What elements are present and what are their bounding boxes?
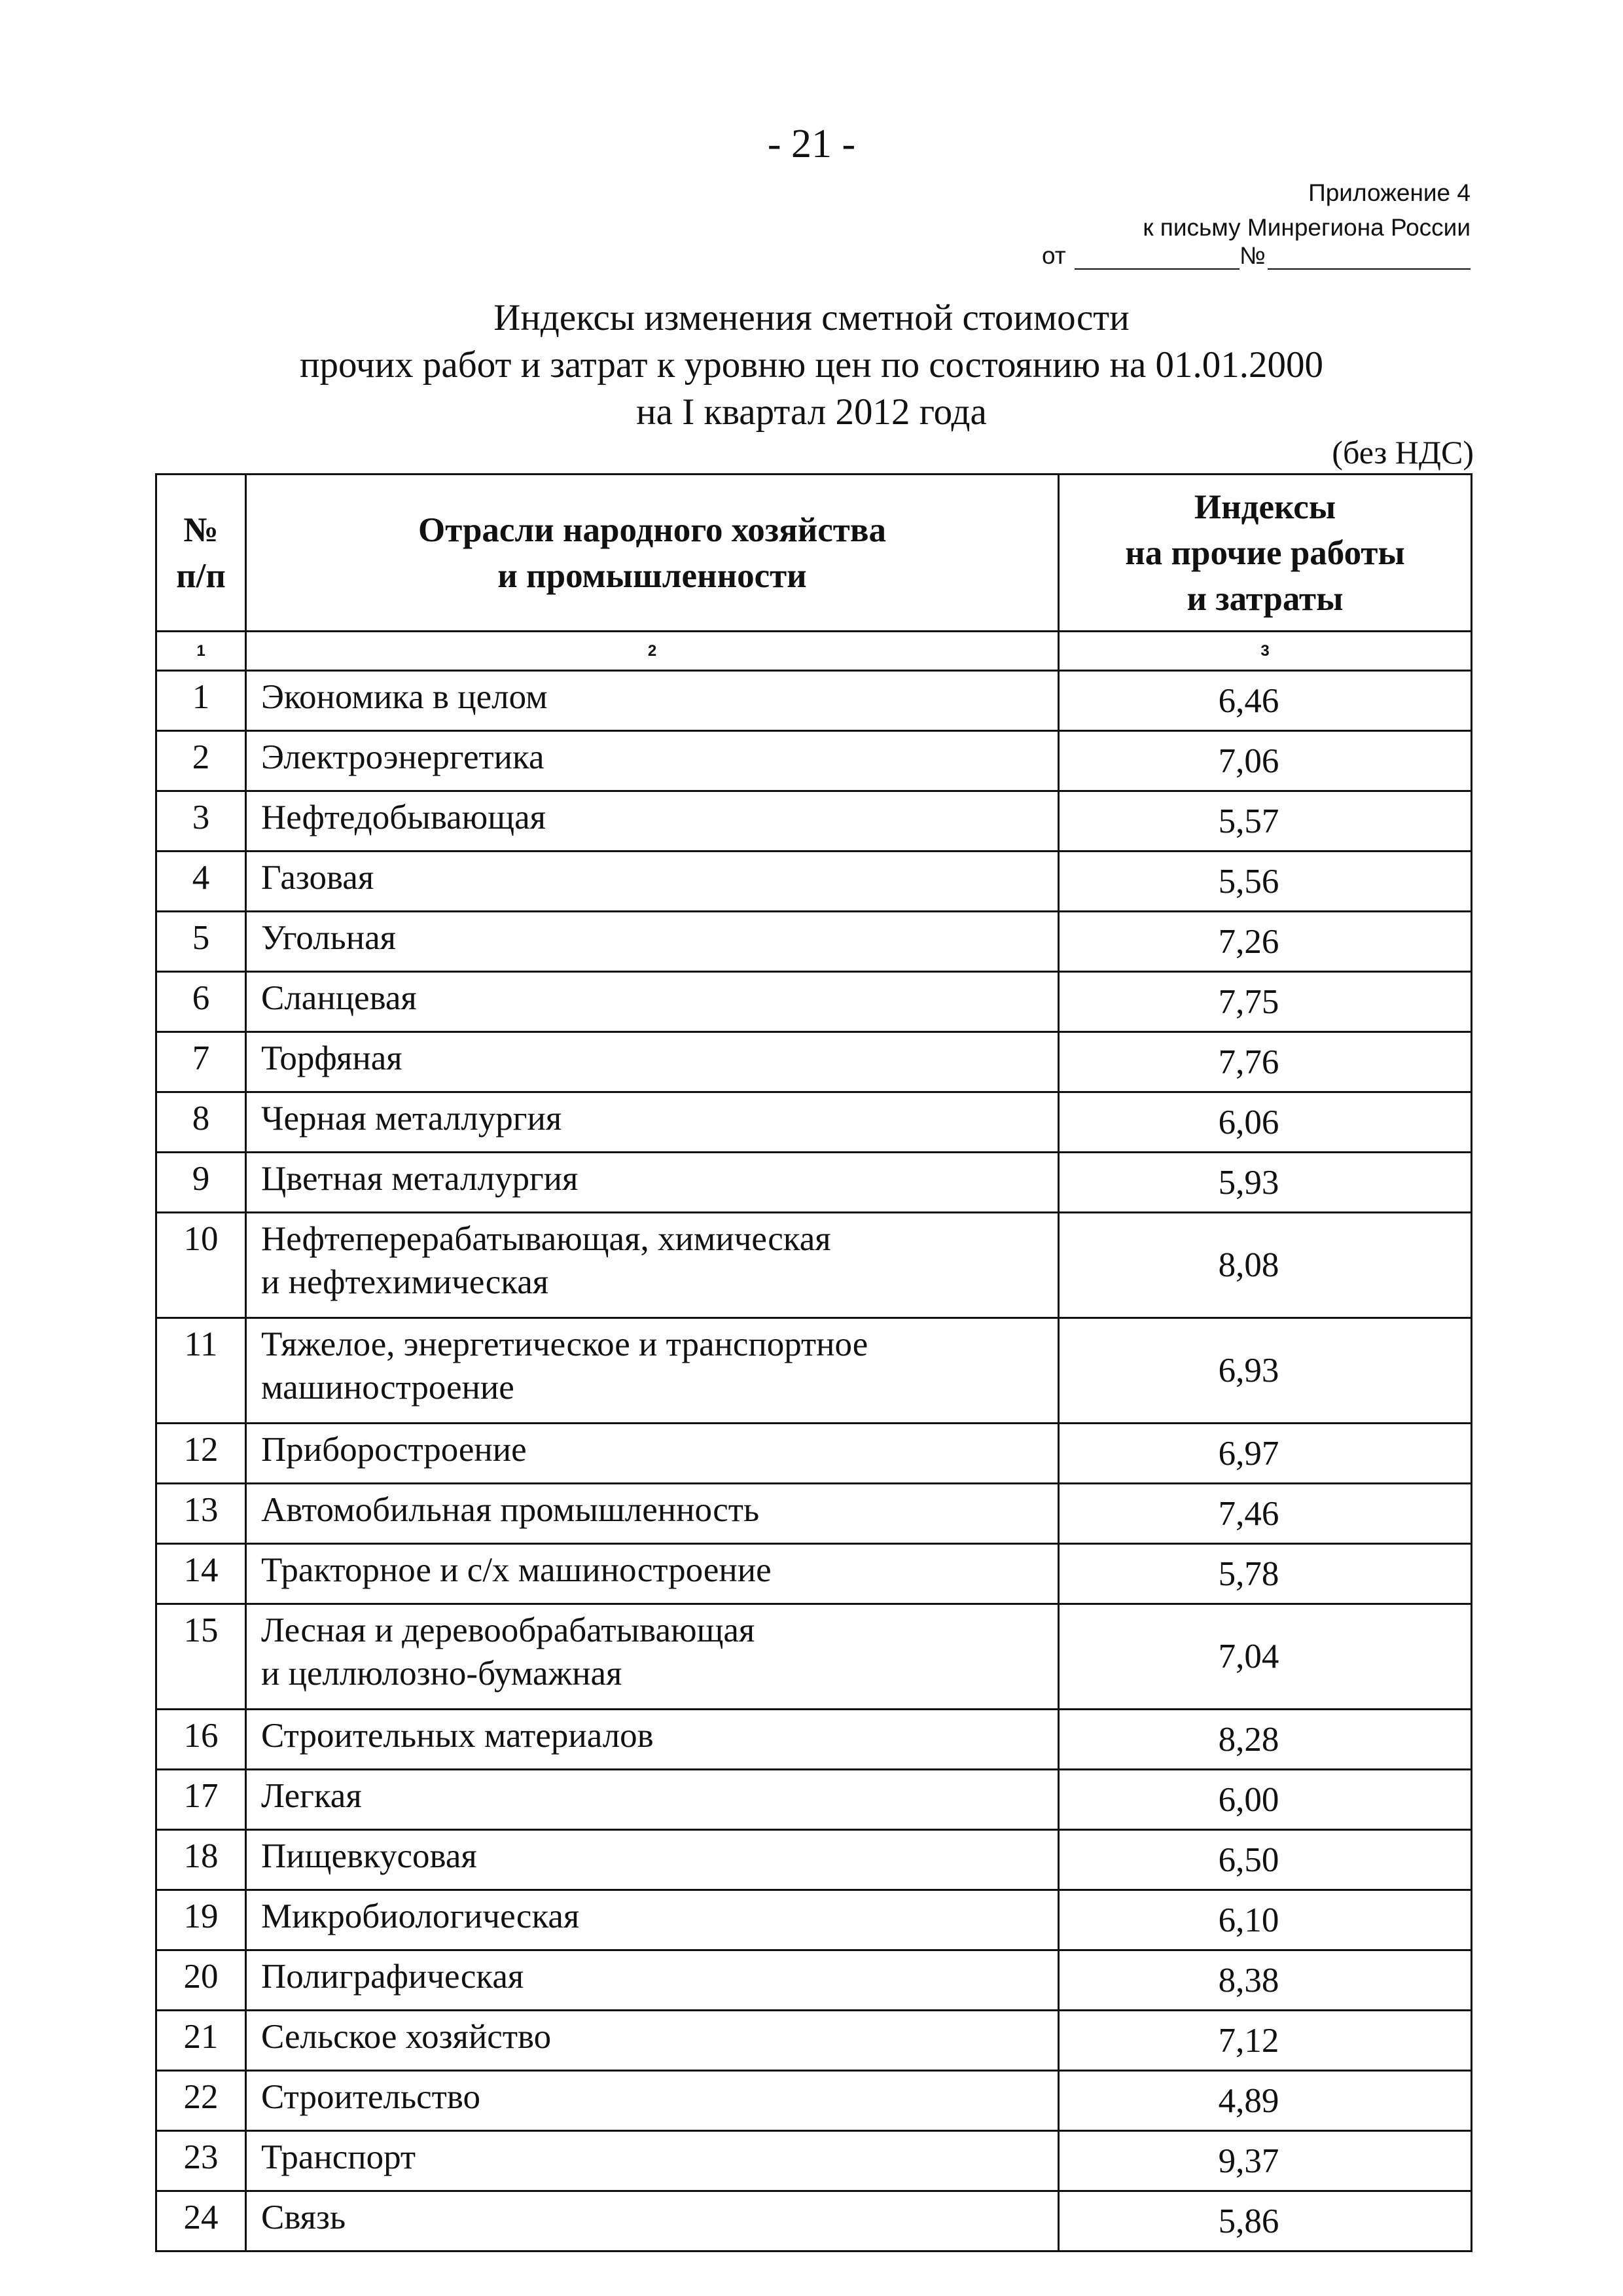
industry-name-line: Лесная и деревообрабатывающая (261, 1611, 755, 1649)
index-value: 6,06 (1059, 1092, 1472, 1153)
title-line-2: прочих работ и затрат к уровню цен по состоянию на 01.01.2000 (299, 344, 1324, 386)
table-row (156, 671, 1472, 731)
industry-name-line: Нефтедобывающая (261, 798, 546, 836)
industry-name (246, 912, 1059, 972)
table-row (156, 1092, 1472, 1153)
industry-name (246, 972, 1059, 1032)
appendix-subtitle: к письму Минрегиона России (1143, 214, 1471, 241)
industry-name-line: Угольная (261, 919, 396, 957)
row-number: 8 (156, 1092, 246, 1153)
industry-name (246, 1484, 1059, 1544)
appendix-date-number-line (1042, 240, 1471, 275)
industry-name-line: Цветная металлургия (261, 1160, 579, 1198)
index-value: 9,37 (1059, 2131, 1472, 2191)
industry-name (246, 1032, 1059, 1092)
appendix-note (1143, 175, 1471, 245)
index-value: 4,89 (1059, 2071, 1472, 2131)
row-number: 24 (156, 2191, 246, 2251)
industry-name (246, 1424, 1059, 1484)
industry-name-line: Нефтеперерабатывающая, химическая (261, 1220, 831, 1258)
index-value: 8,08 (1059, 1213, 1472, 1318)
table-row (156, 1484, 1472, 1544)
index-value: 8,28 (1059, 1710, 1472, 1770)
row-number: 6 (156, 972, 246, 1032)
column-number-row (156, 632, 1472, 671)
industry-name (246, 1950, 1059, 2011)
table-row (156, 1032, 1472, 1092)
row-number: 15 (156, 1604, 246, 1710)
table-row (156, 1950, 1472, 2011)
table-row (156, 1830, 1472, 1890)
table-row (156, 1318, 1472, 1424)
industry-name-line: Пищевкусовая (261, 1837, 477, 1875)
row-number: 9 (156, 1153, 246, 1213)
industry-name-line: Строительство (261, 2078, 480, 2116)
industry-name (246, 1604, 1059, 1710)
industry-name (246, 1213, 1059, 1318)
industry-name-line: Газовая (261, 859, 374, 897)
title-line-3: на I квартал 2012 года (636, 391, 987, 433)
industry-name-line: Тракторное и с/х машиностроение (261, 1551, 772, 1589)
index-value: 7,26 (1059, 912, 1472, 972)
industry-name (246, 2071, 1059, 2131)
industry-name (246, 1710, 1059, 1770)
row-number: 4 (156, 852, 246, 912)
table-row (156, 791, 1472, 852)
index-value: 6,50 (1059, 1830, 1472, 1890)
index-value: 7,46 (1059, 1484, 1472, 1544)
industry-name (246, 1318, 1059, 1424)
index-value: 7,04 (1059, 1604, 1472, 1710)
index-value: 7,76 (1059, 1032, 1472, 1092)
index-value: 5,57 (1059, 791, 1472, 852)
industry-name (246, 1544, 1059, 1604)
industry-name (246, 1770, 1059, 1830)
row-number: 5 (156, 912, 246, 972)
table-row (156, 972, 1472, 1032)
index-value: 6,00 (1059, 1770, 1472, 1830)
index-table (155, 473, 1472, 2252)
appendix-title: Приложение 4 (1308, 179, 1471, 206)
row-number: 23 (156, 2131, 246, 2191)
table-row (156, 1424, 1472, 1484)
number-blank-line (1268, 268, 1471, 270)
row-number: 12 (156, 1424, 246, 1484)
row-number: 14 (156, 1544, 246, 1604)
row-number: 16 (156, 1710, 246, 1770)
industry-name (246, 852, 1059, 912)
industry-name-line: Полиграфическая (261, 1958, 524, 1996)
industry-name-line: Легкая (261, 1777, 362, 1815)
industry-name (246, 1830, 1059, 1890)
from-label: от (1042, 242, 1066, 269)
index-value: 7,75 (1059, 972, 1472, 1032)
index-value: 6,93 (1059, 1318, 1472, 1424)
index-value: 6,10 (1059, 1890, 1472, 1950)
table-row (156, 1544, 1472, 1604)
row-number: 3 (156, 791, 246, 852)
row-number: 21 (156, 2011, 246, 2071)
table-row (156, 1213, 1472, 1318)
industry-name-line: Черная металлургия (261, 1100, 562, 1138)
industry-name-line: Экономика в целом (261, 678, 548, 716)
row-number: 19 (156, 1890, 246, 1950)
industry-name (246, 2131, 1059, 2191)
industry-name-line: Транспорт (261, 2138, 416, 2176)
index-value: 5,93 (1059, 1153, 1472, 1213)
table-header-row (156, 475, 1472, 632)
index-value: 5,56 (1059, 852, 1472, 912)
industry-name-line: и нефтехимическая (261, 1263, 549, 1301)
table-row (156, 1770, 1472, 1830)
table-row (156, 1153, 1472, 1213)
table-row (156, 1710, 1472, 1770)
industry-name-line: Автомобильная промышленность (261, 1491, 760, 1529)
industry-name-line: Торфяная (261, 1039, 402, 1077)
industry-name-line: Электроэнергетика (261, 738, 544, 776)
document-title (0, 295, 1623, 436)
row-number: 22 (156, 2071, 246, 2131)
table-row (156, 731, 1472, 791)
industry-name-line: Приборостроение (261, 1431, 527, 1469)
industry-name (246, 791, 1059, 852)
row-number: 2 (156, 731, 246, 791)
number-label: № (1240, 242, 1266, 269)
row-number: 18 (156, 1830, 246, 1890)
index-value: 7,12 (1059, 2011, 1472, 2071)
industry-name (246, 1153, 1059, 1213)
column-number: 3 (1059, 632, 1472, 671)
industry-name-line: Сельское хозяйство (261, 2018, 552, 2056)
index-value: 8,38 (1059, 1950, 1472, 2011)
industry-name-line: и целлюлозно-бумажная (261, 1655, 622, 1693)
page-number: - 21 - (767, 122, 856, 166)
index-value: 5,78 (1059, 1544, 1472, 1604)
header-number: № п/п (156, 475, 246, 632)
table-row (156, 1604, 1472, 1710)
title-line-1: Индексы изменения сметной стоимости (493, 297, 1130, 338)
industry-name (246, 2191, 1059, 2251)
header-industry: Отрасли народного хозяйства и промышленности (246, 475, 1059, 632)
table-row (156, 912, 1472, 972)
industry-name (246, 2011, 1059, 2071)
row-number: 17 (156, 1770, 246, 1830)
industry-name-line: Тяжелое, энергетическое и транспортное (261, 1325, 868, 1363)
table-row (156, 2071, 1472, 2131)
index-value: 6,97 (1059, 1424, 1472, 1484)
date-blank-line (1075, 268, 1240, 270)
industry-name (246, 1890, 1059, 1950)
table-row (156, 852, 1472, 912)
vat-note: (без НДС) (1332, 434, 1474, 471)
table-row (156, 2131, 1472, 2191)
column-number: 2 (246, 632, 1059, 671)
row-number: 7 (156, 1032, 246, 1092)
industry-name (246, 1092, 1059, 1153)
index-value: 5,86 (1059, 2191, 1472, 2251)
row-number: 1 (156, 671, 246, 731)
row-number: 11 (156, 1318, 246, 1424)
industry-name-line: машиностроение (261, 1369, 514, 1407)
industry-name (246, 671, 1059, 731)
row-number: 10 (156, 1213, 246, 1318)
header-index: Индексы на прочие работы и затраты (1059, 475, 1472, 632)
industry-name-line: Сланцевая (261, 979, 417, 1017)
industry-name-line: Строительных материалов (261, 1717, 654, 1755)
index-value: 7,06 (1059, 731, 1472, 791)
index-value: 6,46 (1059, 671, 1472, 731)
industry-name (246, 731, 1059, 791)
industry-name-line: Микробиологическая (261, 1897, 580, 1935)
table-row (156, 1890, 1472, 1950)
row-number: 20 (156, 1950, 246, 2011)
table-row (156, 2191, 1472, 2251)
row-number: 13 (156, 1484, 246, 1544)
industry-name-line: Связь (261, 2198, 346, 2236)
table-row (156, 2011, 1472, 2071)
column-number: 1 (156, 632, 246, 671)
